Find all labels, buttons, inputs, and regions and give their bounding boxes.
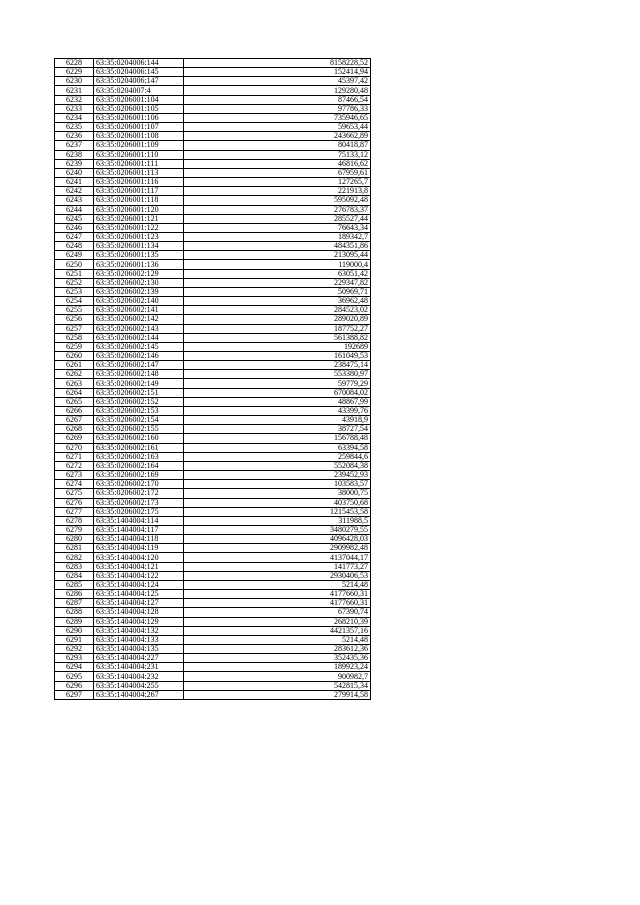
row-number: 6289 xyxy=(55,617,94,626)
table-row xyxy=(55,113,371,122)
table-row xyxy=(55,260,371,269)
cadastral-number: 63:35:1404004:227 xyxy=(94,654,184,663)
cadastral-number: 63:35:0206001:117 xyxy=(94,187,184,196)
cadastral-value: 141773,27 xyxy=(184,562,371,571)
table-row xyxy=(55,333,371,342)
cadastral-value: 670084,02 xyxy=(184,388,371,397)
cadastral-value: 156788,48 xyxy=(184,434,371,443)
cadastral-value: 4137044,17 xyxy=(184,553,371,562)
table-row xyxy=(55,434,371,443)
table-row xyxy=(55,690,371,699)
row-number: 6292 xyxy=(55,645,94,654)
cadastral-number: 63:35:0206002:146 xyxy=(94,352,184,361)
table-row xyxy=(55,681,371,690)
row-number: 6259 xyxy=(55,342,94,351)
cadastral-value: 4096428,03 xyxy=(184,535,371,544)
table-row xyxy=(55,507,371,516)
cadastral-number: 63:35:0206002:140 xyxy=(94,297,184,306)
cadastral-number: 63:35:1404004:121 xyxy=(94,562,184,571)
row-number: 6263 xyxy=(55,379,94,388)
row-number: 6237 xyxy=(55,141,94,150)
cadastral-number: 63:35:1404004:232 xyxy=(94,672,184,681)
table-row xyxy=(55,617,371,626)
cadastral-number: 63:35:1404004:129 xyxy=(94,617,184,626)
cadastral-value: 187752,27 xyxy=(184,324,371,333)
cadastral-number: 63:35:0206001:111 xyxy=(94,159,184,168)
cadastral-number: 63:35:0206002:149 xyxy=(94,379,184,388)
table-row xyxy=(55,535,371,544)
cadastral-value: 67390,74 xyxy=(184,608,371,617)
cadastral-number: 63:35:0206002:153 xyxy=(94,406,184,415)
table-row xyxy=(55,452,371,461)
cadastral-value: 189923,24 xyxy=(184,663,371,672)
table-body xyxy=(55,59,371,700)
row-number: 6232 xyxy=(55,95,94,104)
row-number: 6236 xyxy=(55,132,94,141)
cadastral-value: 259844,6 xyxy=(184,452,371,461)
row-number: 6275 xyxy=(55,489,94,498)
cadastral-value: 76643,34 xyxy=(184,223,371,232)
cadastral-number: 63:35:1404004:132 xyxy=(94,626,184,635)
table-row xyxy=(55,388,371,397)
cadastral-value: 5214,48 xyxy=(184,580,371,589)
cadastral-number: 63:35:0206001:105 xyxy=(94,104,184,113)
row-number: 6282 xyxy=(55,553,94,562)
table-row xyxy=(55,278,371,287)
cadastral-value: 63394,58 xyxy=(184,443,371,452)
row-number: 6272 xyxy=(55,461,94,470)
cadastral-value: 87466,54 xyxy=(184,95,371,104)
cadastral-number: 63:35:0206002:169 xyxy=(94,471,184,480)
table-row xyxy=(55,297,371,306)
row-number: 6248 xyxy=(55,242,94,251)
cadastral-number: 63:35:0206001:107 xyxy=(94,123,184,132)
table-row xyxy=(55,645,371,654)
cadastral-value: 43399,76 xyxy=(184,406,371,415)
table-row xyxy=(55,406,371,415)
cadastral-value: 80418,87 xyxy=(184,141,371,150)
cadastral-value: 403750,68 xyxy=(184,498,371,507)
row-number: 6283 xyxy=(55,562,94,571)
cadastral-number: 63:35:0206002:161 xyxy=(94,443,184,452)
cadastral-number: 63:35:0206001:134 xyxy=(94,242,184,251)
cadastral-number: 63:35:0206002:152 xyxy=(94,397,184,406)
cadastral-value: 279914,58 xyxy=(184,690,371,699)
cadastral-value: 46816,62 xyxy=(184,159,371,168)
cadastral-number: 63:35:1404004:122 xyxy=(94,571,184,580)
cadastral-value: 243662,89 xyxy=(184,132,371,141)
row-number: 6295 xyxy=(55,672,94,681)
cadastral-value: 59779,29 xyxy=(184,379,371,388)
cadastral-value: 38727,54 xyxy=(184,425,371,434)
table-row xyxy=(55,86,371,95)
row-number: 6297 xyxy=(55,690,94,699)
table-row xyxy=(55,654,371,663)
table-row xyxy=(55,599,371,608)
cadastral-number: 63:35:1404004:118 xyxy=(94,535,184,544)
cadastral-number: 63:35:0206002:154 xyxy=(94,416,184,425)
table-row xyxy=(55,672,371,681)
cadastral-number: 63:35:0206002:148 xyxy=(94,370,184,379)
cadastral-number: 63:35:1404004:128 xyxy=(94,608,184,617)
cadastral-number: 63:35:0206002:170 xyxy=(94,480,184,489)
table-row xyxy=(55,608,371,617)
row-number: 6261 xyxy=(55,361,94,370)
row-number: 6231 xyxy=(55,86,94,95)
row-number: 6245 xyxy=(55,214,94,223)
table-row xyxy=(55,516,371,525)
row-number: 6256 xyxy=(55,315,94,324)
cadastral-value: 561388,82 xyxy=(184,333,371,342)
table-row xyxy=(55,416,371,425)
cadastral-number: 63:35:0206002:144 xyxy=(94,333,184,342)
table-row xyxy=(55,68,371,77)
row-number: 6277 xyxy=(55,507,94,516)
row-number: 6270 xyxy=(55,443,94,452)
cadastral-number: 63:35:0204006:147 xyxy=(94,77,184,86)
cadastral-number: 63:35:1404004:255 xyxy=(94,681,184,690)
row-number: 6241 xyxy=(55,178,94,187)
cadastral-value: 311988,5 xyxy=(184,516,371,525)
cadastral-value: 2909982,48 xyxy=(184,544,371,553)
table-row xyxy=(55,150,371,159)
cadastral-number: 63:35:1404004:117 xyxy=(94,525,184,534)
cadastral-number: 63:35:0206001:122 xyxy=(94,223,184,232)
row-number: 6274 xyxy=(55,480,94,489)
table-row xyxy=(55,269,371,278)
cadastral-value: 67959,61 xyxy=(184,168,371,177)
cadastral-value: 119000,4 xyxy=(184,260,371,269)
table-row xyxy=(55,196,371,205)
row-number: 6296 xyxy=(55,681,94,690)
cadastral-value-table xyxy=(54,58,371,700)
table-row xyxy=(55,123,371,132)
table-row xyxy=(55,59,371,68)
table-row xyxy=(55,443,371,452)
cadastral-number: 63:35:1404004:114 xyxy=(94,516,184,525)
cadastral-value: 276783,37 xyxy=(184,205,371,214)
row-number: 6293 xyxy=(55,654,94,663)
table-row xyxy=(55,525,371,534)
row-number: 6288 xyxy=(55,608,94,617)
cadastral-number: 63:35:0206002:139 xyxy=(94,287,184,296)
row-number: 6244 xyxy=(55,205,94,214)
cadastral-value: 221913,8 xyxy=(184,187,371,196)
cadastral-number: 63:35:0206001:136 xyxy=(94,260,184,269)
cadastral-value: 1215453,58 xyxy=(184,507,371,516)
cadastral-value: 542815,34 xyxy=(184,681,371,690)
row-number: 6269 xyxy=(55,434,94,443)
cadastral-number: 63:35:0206001:118 xyxy=(94,196,184,205)
cadastral-number: 63:35:1404004:127 xyxy=(94,599,184,608)
cadastral-number: 63:35:0206002:143 xyxy=(94,324,184,333)
table-row xyxy=(55,663,371,672)
table-row xyxy=(55,187,371,196)
table-row xyxy=(55,461,371,470)
row-number: 6253 xyxy=(55,287,94,296)
table-row xyxy=(55,635,371,644)
cadastral-number: 63:35:0206001:108 xyxy=(94,132,184,141)
row-number: 6284 xyxy=(55,571,94,580)
cadastral-value: 284523,02 xyxy=(184,306,371,315)
cadastral-number: 63:35:0206002:164 xyxy=(94,461,184,470)
table-row xyxy=(55,626,371,635)
row-number: 6239 xyxy=(55,159,94,168)
cadastral-value: 63051,42 xyxy=(184,269,371,278)
cadastral-number: 63:35:1404004:267 xyxy=(94,690,184,699)
cadastral-value: 129280,48 xyxy=(184,86,371,95)
row-number: 6280 xyxy=(55,535,94,544)
cadastral-number: 63:35:1404004:135 xyxy=(94,645,184,654)
row-number: 6285 xyxy=(55,580,94,589)
table-row xyxy=(55,571,371,580)
cadastral-number: 63:35:0206002:145 xyxy=(94,342,184,351)
cadastral-number: 63:35:0206002:129 xyxy=(94,269,184,278)
cadastral-value: 127265,7 xyxy=(184,178,371,187)
cadastral-number: 63:35:0206002:151 xyxy=(94,388,184,397)
cadastral-number: 63:35:1404004:119 xyxy=(94,544,184,553)
table-row xyxy=(55,590,371,599)
row-number: 6260 xyxy=(55,352,94,361)
cadastral-number: 63:35:0204006:144 xyxy=(94,59,184,68)
cadastral-value: 59653,44 xyxy=(184,123,371,132)
table-row xyxy=(55,205,371,214)
cadastral-number: 63:35:0206002:175 xyxy=(94,507,184,516)
cadastral-value: 4177660,31 xyxy=(184,590,371,599)
cadastral-value: 103583,57 xyxy=(184,480,371,489)
row-number: 6247 xyxy=(55,232,94,241)
row-number: 6250 xyxy=(55,260,94,269)
cadastral-value: 239452,93 xyxy=(184,471,371,480)
table-row xyxy=(55,132,371,141)
cadastral-value: 97786,33 xyxy=(184,104,371,113)
cadastral-number: 63:35:1404004:231 xyxy=(94,663,184,672)
table-row xyxy=(55,370,371,379)
table-row xyxy=(55,104,371,113)
cadastral-number: 63:35:0206001:113 xyxy=(94,168,184,177)
row-number: 6235 xyxy=(55,123,94,132)
table-row xyxy=(55,379,371,388)
cadastral-number: 63:35:0206001:116 xyxy=(94,178,184,187)
row-number: 6287 xyxy=(55,599,94,608)
cadastral-value: 8158228,52 xyxy=(184,59,371,68)
cadastral-value: 50969,71 xyxy=(184,287,371,296)
cadastral-value: 352435,36 xyxy=(184,654,371,663)
cadastral-value: 283612,36 xyxy=(184,645,371,654)
cadastral-number: 63:35:0206001:121 xyxy=(94,214,184,223)
row-number: 6230 xyxy=(55,77,94,86)
table-row xyxy=(55,251,371,260)
row-number: 6254 xyxy=(55,297,94,306)
table-row xyxy=(55,223,371,232)
row-number: 6262 xyxy=(55,370,94,379)
row-number: 6286 xyxy=(55,590,94,599)
cadastral-number: 63:35:0206001:110 xyxy=(94,150,184,159)
cadastral-value: 189342,7 xyxy=(184,232,371,241)
row-number: 6276 xyxy=(55,498,94,507)
row-number: 6266 xyxy=(55,406,94,415)
row-number: 6238 xyxy=(55,150,94,159)
row-number: 6229 xyxy=(55,68,94,77)
cadastral-number: 63:35:0206002:160 xyxy=(94,434,184,443)
cadastral-number: 63:35:0206001:123 xyxy=(94,232,184,241)
table-row xyxy=(55,397,371,406)
cadastral-value: 152414,94 xyxy=(184,68,371,77)
table-row xyxy=(55,287,371,296)
row-number: 6290 xyxy=(55,626,94,635)
cadastral-value: 553380,97 xyxy=(184,370,371,379)
cadastral-number: 63:35:0206002:130 xyxy=(94,278,184,287)
cadastral-value: 48867,99 xyxy=(184,397,371,406)
table-row xyxy=(55,580,371,589)
row-number: 6251 xyxy=(55,269,94,278)
row-number: 6278 xyxy=(55,516,94,525)
table-row xyxy=(55,141,371,150)
cadastral-number: 63:35:0206002:147 xyxy=(94,361,184,370)
row-number: 6234 xyxy=(55,113,94,122)
row-number: 6267 xyxy=(55,416,94,425)
cadastral-number: 63:35:1404004:125 xyxy=(94,590,184,599)
cadastral-number: 63:35:0204006:145 xyxy=(94,68,184,77)
row-number: 6228 xyxy=(55,59,94,68)
cadastral-value: 2930406,53 xyxy=(184,571,371,580)
table-row xyxy=(55,232,371,241)
cadastral-value: 45397,42 xyxy=(184,77,371,86)
cadastral-number: 63:35:0204007:4 xyxy=(94,86,184,95)
table-row xyxy=(55,95,371,104)
cadastral-number: 63:35:0206001:109 xyxy=(94,141,184,150)
cadastral-value: 4177660,31 xyxy=(184,599,371,608)
table-row xyxy=(55,324,371,333)
cadastral-value: 484351,86 xyxy=(184,242,371,251)
table-row xyxy=(55,315,371,324)
table-row xyxy=(55,480,371,489)
table-row xyxy=(55,159,371,168)
table-row xyxy=(55,544,371,553)
cadastral-value: 735946,65 xyxy=(184,113,371,122)
table-row xyxy=(55,489,371,498)
cadastral-number: 63:35:1404004:133 xyxy=(94,635,184,644)
row-number: 6268 xyxy=(55,425,94,434)
cadastral-value: 285527,44 xyxy=(184,214,371,223)
cadastral-value: 900982,7 xyxy=(184,672,371,681)
cadastral-number: 63:35:0206002:172 xyxy=(94,489,184,498)
row-number: 6281 xyxy=(55,544,94,553)
cadastral-number: 63:35:1404004:120 xyxy=(94,553,184,562)
cadastral-value: 595092,48 xyxy=(184,196,371,205)
cadastral-number: 63:35:0206002:141 xyxy=(94,306,184,315)
table-row xyxy=(55,214,371,223)
table-row xyxy=(55,306,371,315)
cadastral-value: 43918,9 xyxy=(184,416,371,425)
table-row xyxy=(55,361,371,370)
row-number: 6264 xyxy=(55,388,94,397)
row-number: 6294 xyxy=(55,663,94,672)
cadastral-number: 63:35:0206002:155 xyxy=(94,425,184,434)
cadastral-value: 5214,48 xyxy=(184,635,371,644)
cadastral-value: 229347,82 xyxy=(184,278,371,287)
table-row xyxy=(55,168,371,177)
cadastral-value: 161049,53 xyxy=(184,352,371,361)
cadastral-number: 63:35:0206001:135 xyxy=(94,251,184,260)
row-number: 6257 xyxy=(55,324,94,333)
table-row xyxy=(55,562,371,571)
row-number: 6258 xyxy=(55,333,94,342)
cadastral-value: 552084,38 xyxy=(184,461,371,470)
row-number: 6273 xyxy=(55,471,94,480)
table-row xyxy=(55,471,371,480)
cadastral-number: 63:35:0206002:173 xyxy=(94,498,184,507)
row-number: 6249 xyxy=(55,251,94,260)
row-number: 6265 xyxy=(55,397,94,406)
cadastral-number: 63:35:0206001:104 xyxy=(94,95,184,104)
row-number: 6243 xyxy=(55,196,94,205)
row-number: 6291 xyxy=(55,635,94,644)
table-row xyxy=(55,242,371,251)
table-row xyxy=(55,178,371,187)
cadastral-value: 38000,75 xyxy=(184,489,371,498)
cadastral-number: 63:35:1404004:124 xyxy=(94,580,184,589)
cadastral-value: 192689 xyxy=(184,342,371,351)
cadastral-number: 63:35:0206002:163 xyxy=(94,452,184,461)
table-row xyxy=(55,77,371,86)
cadastral-value: 75133,12 xyxy=(184,150,371,159)
cadastral-value: 238475,14 xyxy=(184,361,371,370)
row-number: 6279 xyxy=(55,525,94,534)
cadastral-value: 213095,44 xyxy=(184,251,371,260)
row-number: 6233 xyxy=(55,104,94,113)
table-row xyxy=(55,425,371,434)
row-number: 6255 xyxy=(55,306,94,315)
table-row xyxy=(55,352,371,361)
cadastral-number: 63:35:0206001:120 xyxy=(94,205,184,214)
row-number: 6240 xyxy=(55,168,94,177)
row-number: 6252 xyxy=(55,278,94,287)
cadastral-number: 63:35:0206002:142 xyxy=(94,315,184,324)
table-row xyxy=(55,553,371,562)
cadastral-value: 3480279,55 xyxy=(184,525,371,534)
cadastral-number: 63:35:0206001:106 xyxy=(94,113,184,122)
cadastral-value: 4421357,16 xyxy=(184,626,371,635)
cadastral-value: 36962,48 xyxy=(184,297,371,306)
table-row xyxy=(55,498,371,507)
table-row xyxy=(55,342,371,351)
cadastral-value: 289020,89 xyxy=(184,315,371,324)
row-number: 6271 xyxy=(55,452,94,461)
cadastral-value: 268210,39 xyxy=(184,617,371,626)
row-number: 6242 xyxy=(55,187,94,196)
row-number: 6246 xyxy=(55,223,94,232)
